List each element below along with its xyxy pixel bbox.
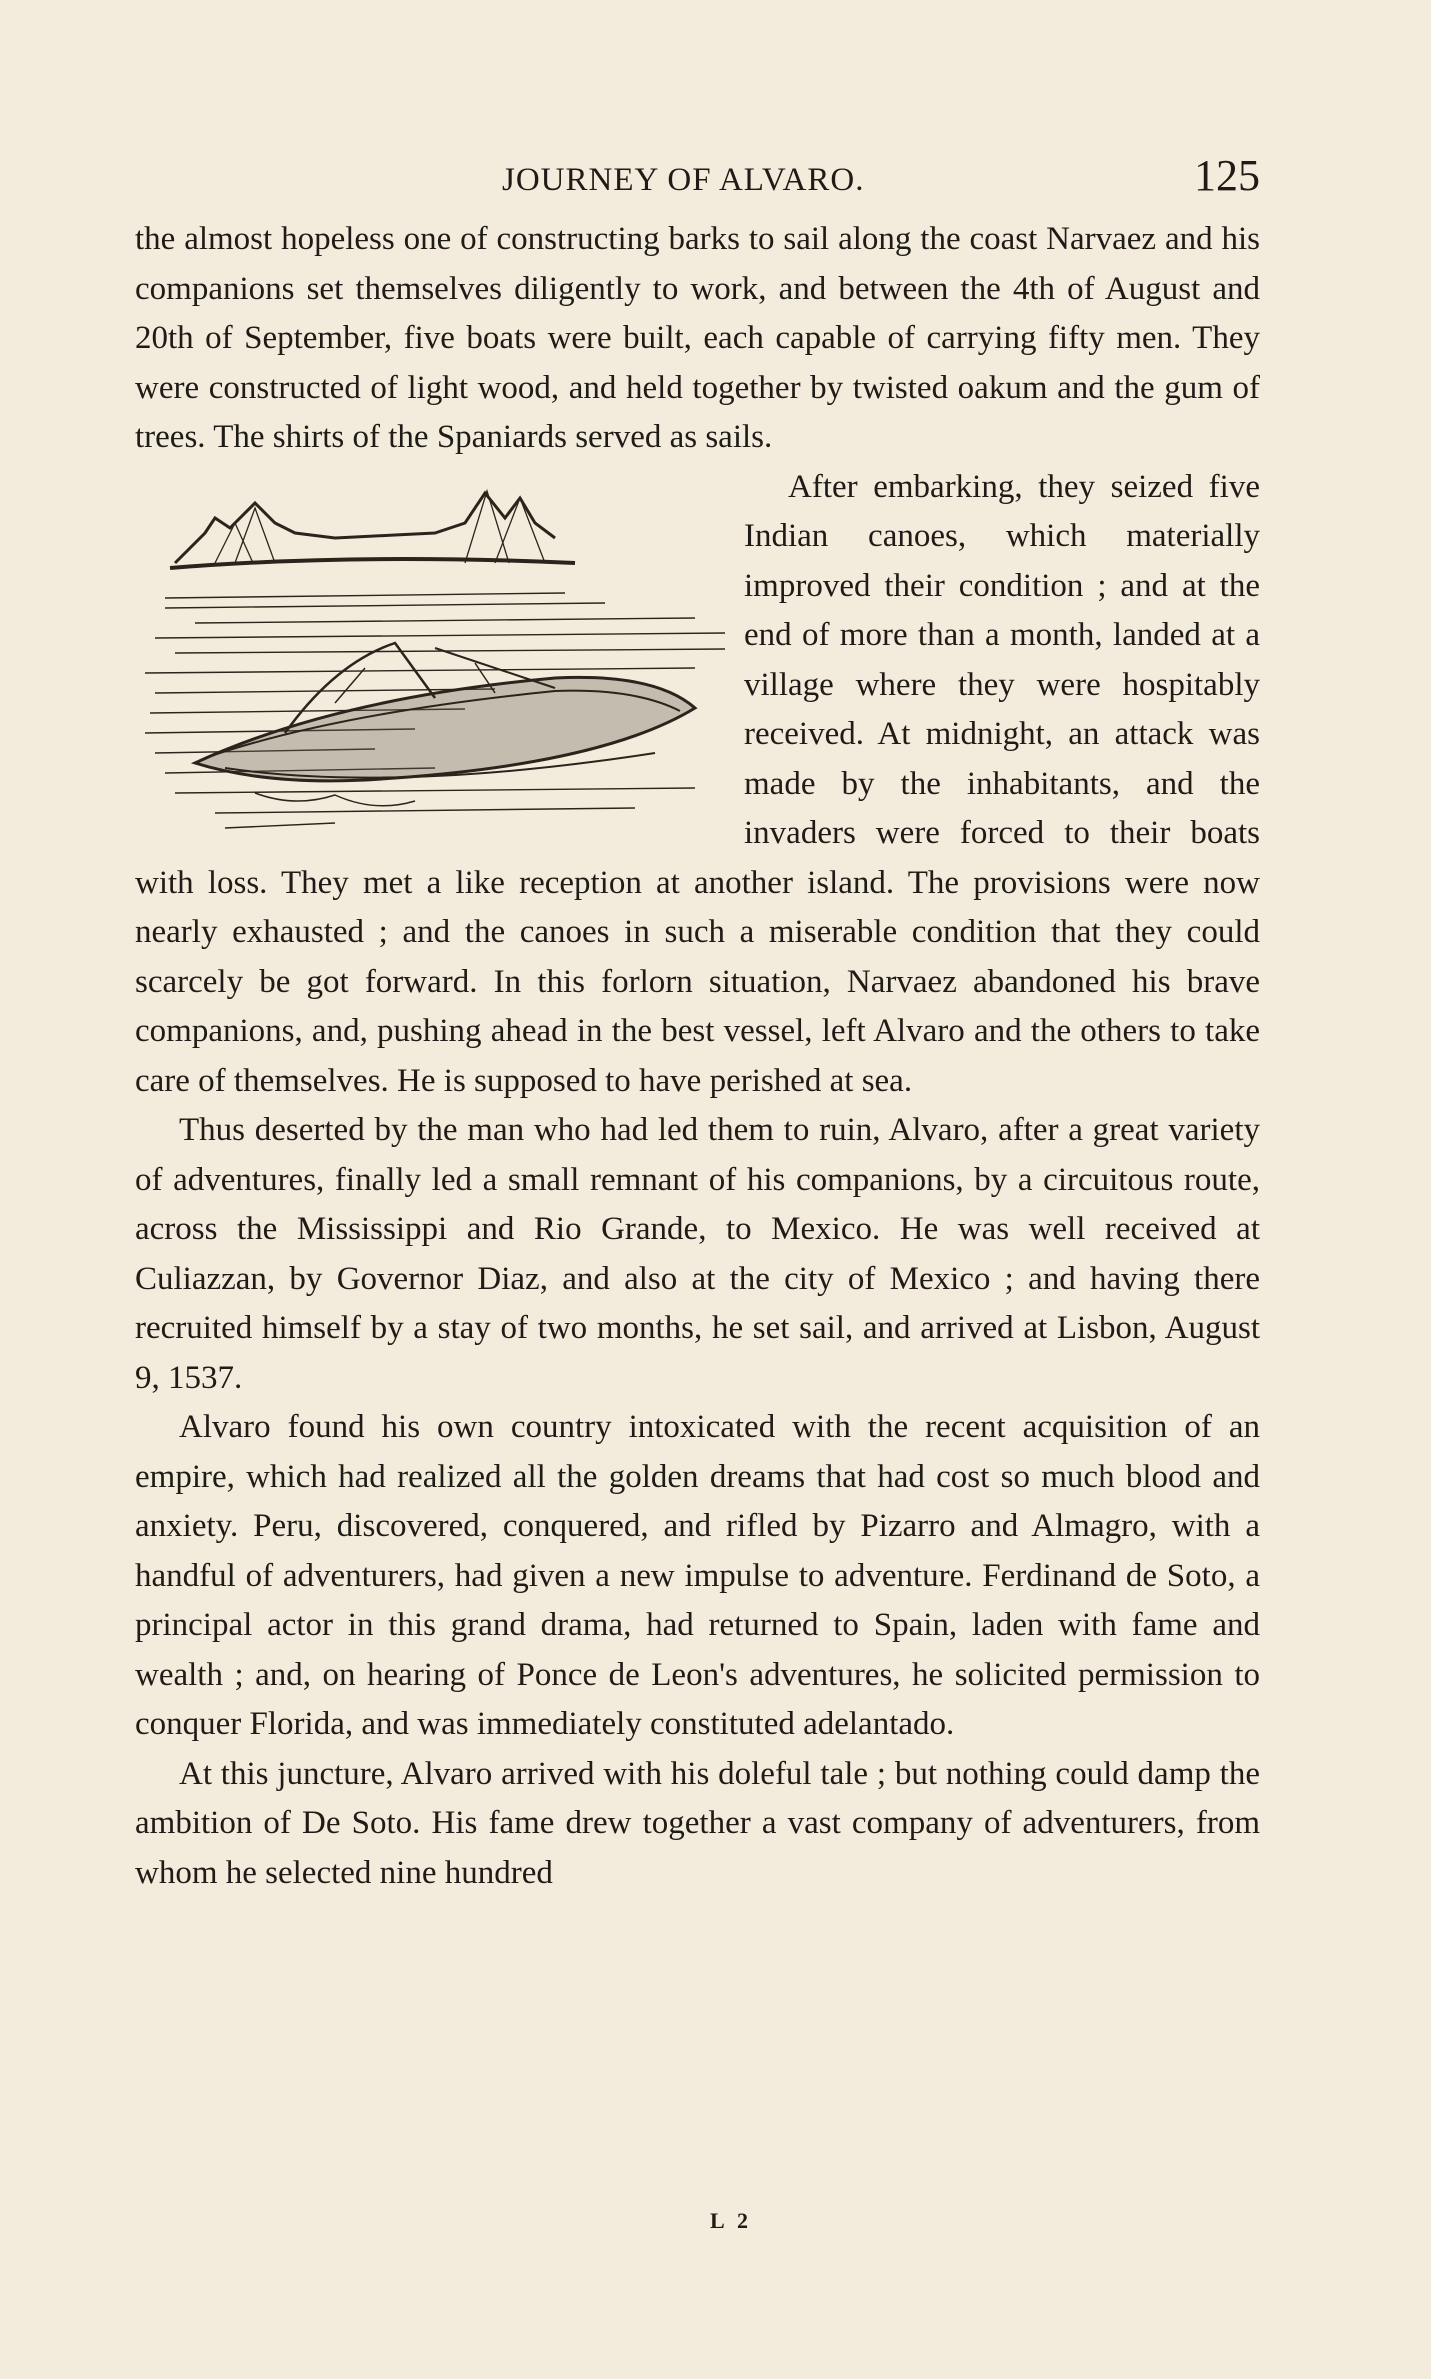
running-head: JOURNEY OF ALVARO. (502, 162, 865, 198)
paragraph-2: After embarking, they seized five Indian canoes, which materially improved their condition ; and at the end of more than a month, landed at a village where they were hospitably received. At midnight, an attack was made by the inhabitants, and the invaders were forced to their boats with loss. They met a like reception at another island. The provisions were now nearly exhausted ; and the canoes in such a miserable condition that they could scarcely be got forward. In this forlorn situation, Narvaez abandoned his brave companions, and, pushing ahead in the best vessel, left Alvaro and the others to take care of themselves. He is supposed to have perished at sea. (135, 468, 1260, 1099)
page-header (490, 150, 1260, 201)
paragraph-4: Alvaro found his own country intoxicated with the recent acquisition of an empire, which had realized all the golden dreams that had cost so much blood and anxiety. Peru, discovered, conquered, and rifled by Pizarro and Almagro, with a handful of adventurers, had given a new impulse to adventure. Ferdinand de Soto, a principal actor in this grand drama, had returned to Spain, laden with fame and wealth ; and, on hearing of Ponce de Leon's adventures, he solicited permission to conquer Florida, and was immediately constituted adelantado. (135, 1409, 1260, 1742)
signature-mark: L 2 (710, 2208, 752, 2233)
canoe-engraving-icon (135, 463, 730, 845)
paragraph-5: At this juncture, Alvaro arrived with his doleful tale ; but nothing could damp the ambition of De Soto. His fame drew together a vast company of adventurers, from whom he selected nine hundred (135, 1755, 1260, 1891)
paragraph-1: the almost hopeless one of constructing barks to sail along the coast Narvaez and his companions set themselves diligently to work, and between the 4th of August and 20th of September, five boats were built, each capable of carrying fifty men. They were constructed of light wood, and held together by twisted oakum and the gum of trees. The shirts of the Spaniards served as sails. (135, 221, 1260, 455)
body-text (135, 215, 1260, 1898)
page-number: 125 (1194, 151, 1260, 200)
paragraph-3: Thus deserted by the man who had led them to ruin, Alvaro, after a great variety of adventures, finally led a small remnant of his companions, by a circuitous route, across the Mississippi and Rio Grande, to Mexico. He was well received at Culiazzan, by Governor Diaz, and also at the city of Mexico ; and having there recruited himself by a stay of two months, he set sail, and arrived at Lisbon, August 9, 1537. (135, 1112, 1260, 1396)
